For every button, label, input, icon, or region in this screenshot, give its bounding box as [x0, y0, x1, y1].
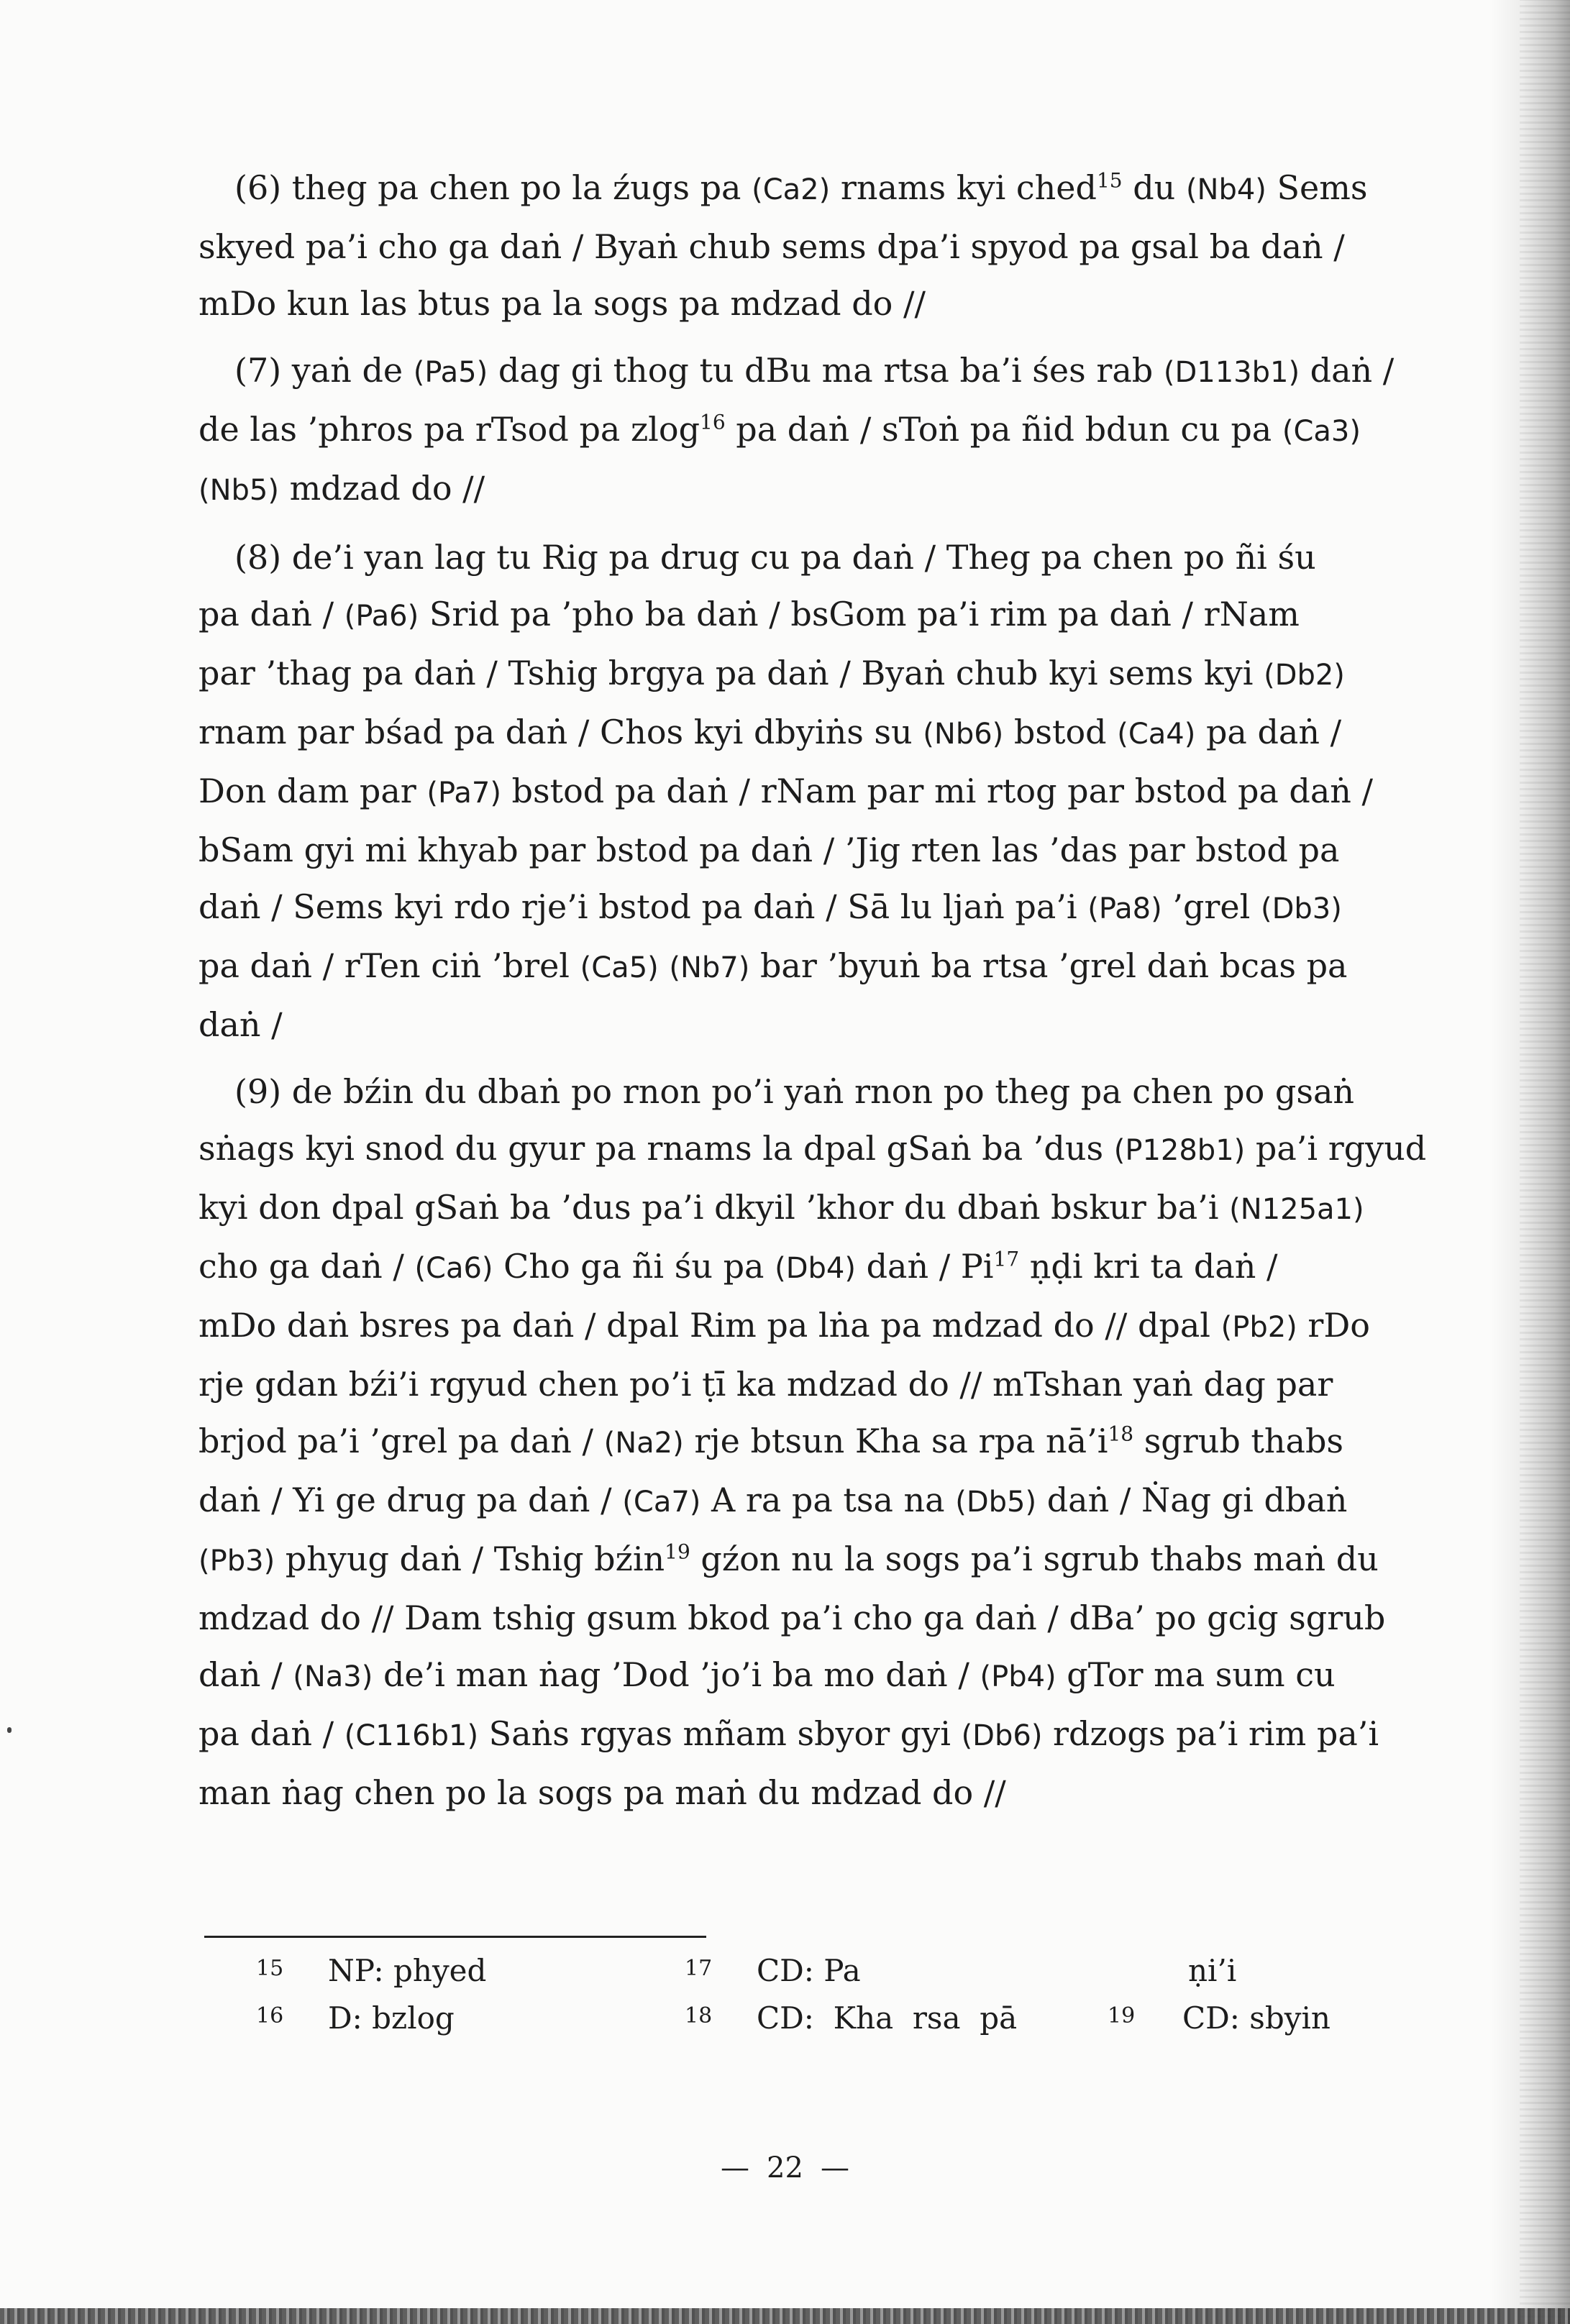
folio-reference: (Ca2)	[752, 173, 831, 206]
text-run: ’grel	[1161, 887, 1261, 926]
text-run: de’i man ṅag ’Dod ’jo’i ba mo daṅ /	[373, 1655, 980, 1694]
folio-reference: (Db3)	[1260, 892, 1342, 925]
page-edge-texture	[1520, 0, 1570, 2324]
footnote-text: NP: phyed	[328, 1953, 487, 1988]
folio-reference: (Pb2)	[1220, 1311, 1297, 1344]
text-run: pa daṅ /	[198, 595, 344, 633]
folio-reference: (Nb4)	[1185, 173, 1267, 206]
paragraph	[198, 529, 1444, 1053]
text-line	[198, 1647, 1444, 1706]
text-run: bar ’byuṅ ba rtsa ’grel daṅ bcas pa	[749, 946, 1348, 985]
text-run: A ra pa tsa na	[700, 1481, 956, 1519]
folio-reference: (Na2)	[603, 1427, 684, 1460]
footnote-marker: 15	[1096, 168, 1123, 193]
folio-reference: (Ca5)	[580, 951, 659, 984]
text-run: mDo kun las btus pa la sogs pa mdzad do //	[198, 284, 926, 323]
text-run: Sems	[1266, 168, 1368, 207]
text-line	[198, 879, 1444, 938]
text-run: par ’thag pa daṅ / Tshig brgya pa daṅ / Byaṅ chub kyi sems kyi	[198, 654, 1264, 692]
text-run: daṅ /	[198, 1005, 283, 1044]
footnote-marker: 18	[1108, 1422, 1134, 1446]
footnote-number: 16	[256, 2003, 284, 2028]
footnote-text: CD: Pa	[757, 1953, 861, 1988]
folio-reference: (Ca4)	[1117, 718, 1196, 751]
main-text	[198, 160, 1444, 1831]
text-line	[198, 822, 1444, 879]
text-line	[198, 645, 1444, 704]
text-run: (9) de bźin du dbaṅ po rnon po’i yaṅ rnon po theg pa chen po gsaṅ	[234, 1072, 1354, 1111]
text-run: man ṅag chen po la sogs pa maṅ du mdzad do //	[198, 1773, 1006, 1812]
text-line	[198, 997, 1444, 1053]
text-run: rnam par bśad pa daṅ / Chos kyi dbyiṅs su	[198, 713, 923, 751]
text-run: cho ga daṅ /	[198, 1247, 415, 1286]
text-line	[198, 1356, 1444, 1413]
text-run: daṅ / Sems kyi rdo rje’i bstod pa daṅ / Sā lu ljaṅ pa’i	[198, 887, 1088, 926]
text-line	[198, 1590, 1444, 1647]
text-line	[198, 704, 1444, 763]
footnote-marker: 16	[700, 410, 726, 434]
folio-reference: (Db4)	[775, 1252, 856, 1285]
text-run: rdzogs pa’i rim pa’i	[1042, 1714, 1379, 1753]
folio-reference: (Nb5)	[198, 474, 279, 507]
text-line	[198, 219, 1444, 275]
scan-speck	[7, 1727, 12, 1733]
text-run: daṅ / Pi	[855, 1247, 994, 1286]
paragraph	[198, 342, 1444, 519]
text-run: mdzad do //	[278, 469, 485, 508]
text-run: gTor ma sum cu	[1056, 1655, 1336, 1694]
footnote-text: CD: sbyin	[1182, 2000, 1331, 2036]
text-run: (6) theg pa chen po la źugs pa	[234, 168, 752, 207]
text-run: Cho ga ñi śu pa	[493, 1247, 775, 1286]
text-line	[198, 1238, 1444, 1297]
text-run: kyi don dpal gSaṅ ba ’dus pa’i dkyil ’khor du dbaṅ bskur ba’i	[198, 1188, 1230, 1227]
text-line	[198, 529, 1444, 586]
text-run: (8) de’i yan lag tu Rig pa drug cu pa daṅ / Theg pa chen po ñi śu	[234, 538, 1316, 577]
text-line	[198, 586, 1444, 645]
page-bottom-edge	[0, 2308, 1570, 2324]
page-number-value: 22	[767, 2151, 803, 2185]
text-run	[659, 946, 670, 985]
text-line	[198, 1472, 1444, 1531]
text-line	[198, 938, 1444, 997]
text-run: rDo	[1297, 1306, 1370, 1345]
text-run: skyed pa’i cho ga daṅ / Byaṅ chub sems dpa’i spyod pa gsal ba daṅ /	[198, 227, 1345, 266]
text-line	[198, 1413, 1444, 1472]
text-line	[198, 160, 1444, 219]
text-line	[198, 401, 1444, 460]
text-run: daṅ /	[1300, 351, 1395, 390]
text-line	[198, 1706, 1444, 1765]
page-number	[0, 2151, 1570, 2185]
text-run: ṇḍi kri ta daṅ /	[1019, 1247, 1278, 1286]
folio-reference: (Nb7)	[669, 951, 750, 984]
page-number-dash-right: —	[820, 2151, 849, 2185]
folio-reference: (Db6)	[961, 1719, 1043, 1752]
text-run: pa daṅ / sToṅ pa ñid bdun cu pa	[725, 410, 1282, 449]
folio-reference: (Db5)	[955, 1486, 1037, 1519]
text-line	[198, 763, 1444, 822]
folio-reference: (Pa5)	[413, 356, 488, 389]
text-run: sṅags kyi snod du gyur pa rnams la dpal gSaṅ ba ’dus	[198, 1129, 1114, 1168]
text-line	[198, 1297, 1444, 1356]
text-run: rje btsun Kha sa rpa nā’i	[683, 1422, 1108, 1460]
folio-reference: (Pb4)	[980, 1660, 1056, 1693]
text-run: daṅ /	[198, 1655, 293, 1694]
folio-reference: (Pa8)	[1087, 892, 1162, 925]
footnote-rule	[204, 1936, 706, 1938]
footnote-number: 18	[685, 2003, 713, 2028]
folio-reference: (Ca7)	[622, 1486, 701, 1519]
text-line	[198, 1120, 1444, 1179]
text-run: pa daṅ / rTen ciṅ ’brel	[198, 946, 580, 985]
text-run: du	[1122, 168, 1186, 207]
paragraph	[198, 1063, 1444, 1821]
folio-reference: (P128b1)	[1113, 1134, 1246, 1167]
text-run: gźon nu la sogs pa’i sgrub thabs maṅ du	[690, 1540, 1379, 1578]
text-run: mDo daṅ bsres pa daṅ / dpal Rim pa lṅa pa mdzad do // dpal	[198, 1306, 1221, 1345]
folio-reference: (Nb6)	[923, 718, 1004, 751]
footnote-text: CD: Kha rsa pā	[757, 2000, 1018, 2036]
folio-reference: (Ca3)	[1282, 415, 1361, 448]
text-line	[198, 1531, 1444, 1590]
text-run: dag gi thog tu dBu ma rtsa ba’i śes rab	[488, 351, 1164, 390]
text-run: pa’i rgyud	[1245, 1129, 1427, 1168]
folio-reference: (Pb3)	[198, 1545, 275, 1578]
text-line	[198, 275, 1444, 332]
footnote-text: D: bzlog	[328, 2000, 455, 2036]
text-line	[198, 1765, 1444, 1821]
text-run: rnams kyi ched	[830, 168, 1097, 207]
text-run: pa daṅ /	[1195, 713, 1342, 751]
text-run: sgrub thabs	[1133, 1422, 1344, 1460]
text-run: bSam gyi mi khyab par bstod pa daṅ / ’Jig rten las ’das par bstod pa	[198, 831, 1340, 869]
text-run: Don dam par	[198, 772, 427, 810]
text-run: phyug daṅ / Tshig bźin	[275, 1540, 665, 1578]
folio-reference: (Pa7)	[426, 777, 501, 810]
text-run: pa daṅ /	[198, 1714, 344, 1753]
text-run: bstod pa daṅ / rNam par mi rtog par bstod pa daṅ /	[501, 772, 1374, 810]
text-run: mdzad do // Dam tshig gsum bkod pa’i cho ga daṅ / dBa’ po gcig sgrub	[198, 1598, 1386, 1637]
text-line	[198, 460, 1444, 519]
footnote-number: 19	[1108, 2003, 1136, 2028]
text-run: (7) yaṅ de	[234, 351, 414, 390]
page-number-dash-left: —	[721, 2151, 750, 2185]
footnote-number: 17	[685, 1956, 713, 1981]
folio-reference: (N125a1)	[1229, 1193, 1364, 1226]
text-line	[198, 1063, 1444, 1120]
footnote-marker: 17	[993, 1247, 1020, 1271]
folio-reference: (Ca6)	[414, 1252, 493, 1285]
text-run: Srid pa ’pho ba daṅ / bsGom pa’i rim pa daṅ / rNam	[419, 595, 1300, 633]
text-run: Saṅs rgyas mñam sbyor gyi	[478, 1714, 962, 1753]
footnote-marker: 19	[665, 1540, 690, 1564]
text-line	[198, 342, 1444, 401]
text-run: brjod pa’i ’grel pa daṅ /	[198, 1422, 604, 1460]
text-line	[198, 1179, 1444, 1238]
folio-reference: (Db2)	[1264, 659, 1345, 692]
folio-reference: (D113b1)	[1163, 356, 1300, 389]
folio-reference: (Na3)	[293, 1660, 373, 1693]
footnote-text: ṇi’i	[1188, 1953, 1237, 1988]
text-run: rje gdan bźi’i rgyud chen po’i ṭī ka mdzad do // mTshan yaṅ dag par	[198, 1365, 1333, 1404]
text-run: daṅ / Yi ge drug pa daṅ /	[198, 1481, 623, 1519]
folio-reference: (Pa6)	[344, 600, 419, 633]
paragraph	[198, 160, 1444, 332]
text-run: bstod	[1003, 713, 1118, 751]
text-run: de las ’phros pa rTsod pa zlog	[198, 410, 700, 449]
folio-reference: (C116b1)	[344, 1719, 479, 1752]
text-run: daṅ / Ṅag gi dbaṅ	[1036, 1481, 1348, 1519]
footnote-number: 15	[256, 1956, 284, 1981]
